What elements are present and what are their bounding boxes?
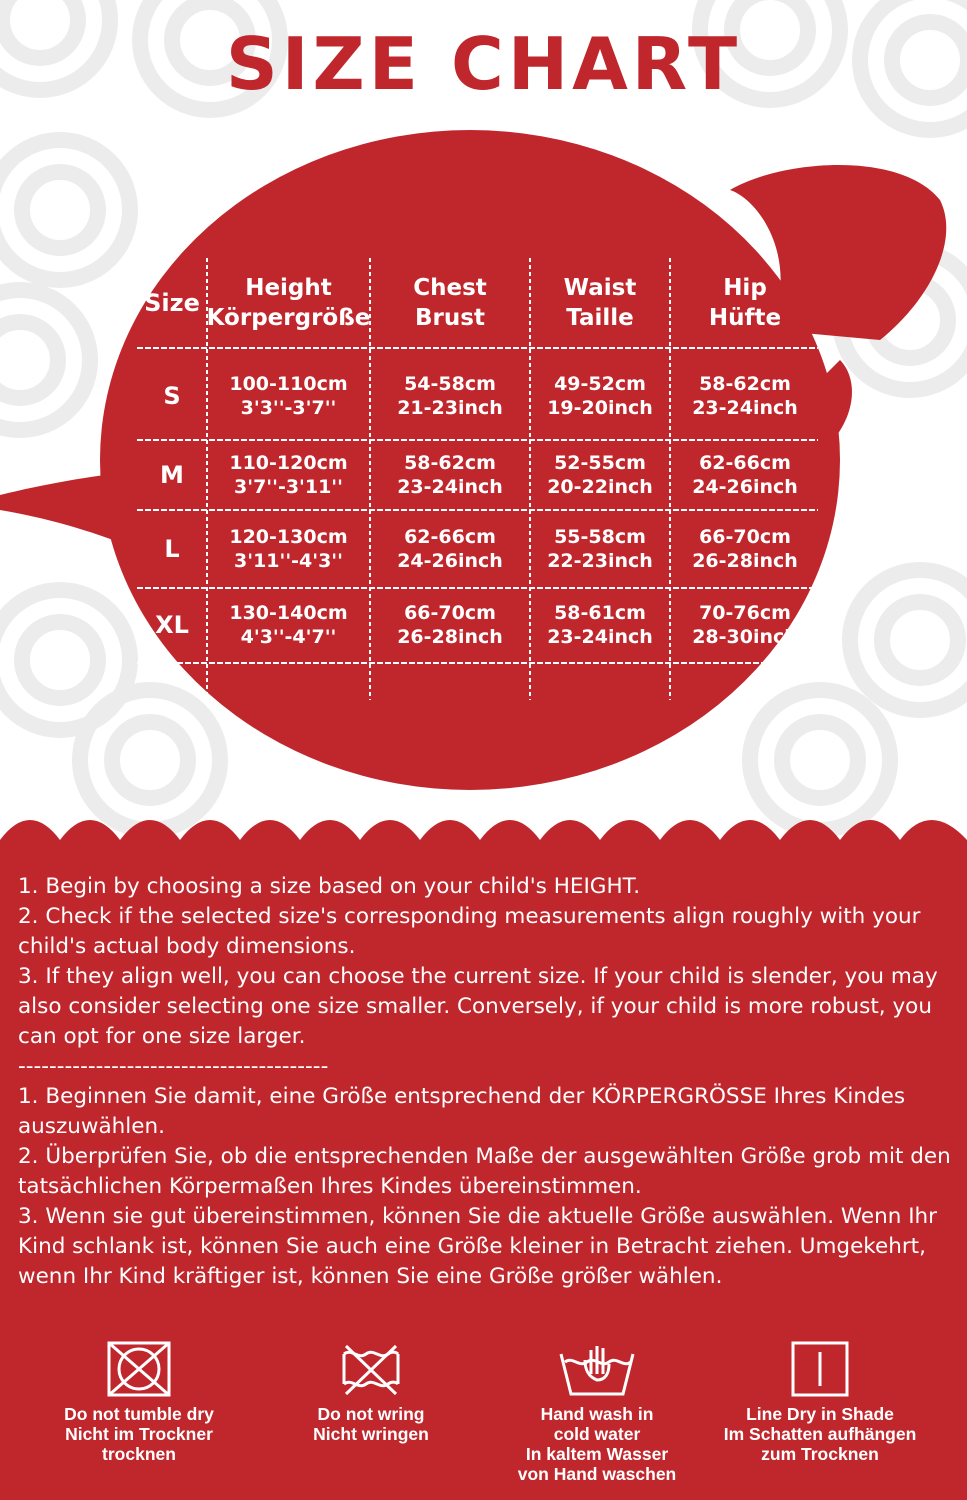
care-no-tumble-dry: Do not tumble dry Nicht im Trockner trocknen (24, 1340, 254, 1464)
line-dry-shade-icon (787, 1340, 853, 1398)
header-waist: Waist Taille (563, 275, 637, 331)
hip-cell: 66-70cm 26-28inch (692, 526, 798, 572)
height-cell: 110-120cm 3'7''-3'11'' (229, 452, 348, 498)
instruction-en-2: 2. Check if the selected size's corresponding measurements align roughly with your child's actual body dimensions. (18, 904, 921, 959)
waist-cell: 55-58cm 22-23inch (547, 526, 653, 572)
waist-cell: 49-52cm 19-20inch (547, 373, 653, 419)
height-cell: 130-140cm 4'3''-4'7'' (229, 602, 348, 648)
instruction-de-2: 2. Überprüfen Sie, ob die entsprechenden Maße der ausgewählten Größe grob mit den tatsächlichen Körpermaßen Ihres Kindes übereinstimmen. (18, 1144, 951, 1199)
chest-cell: 54-58cm 21-23inch (397, 373, 503, 419)
no-wring-icon (338, 1340, 404, 1398)
hip-cell: 58-62cm 23-24inch (692, 373, 798, 419)
waist-cell: 58-61cm 23-24inch (547, 602, 653, 648)
chest-cell: 58-62cm 23-24inch (397, 452, 503, 498)
instruction-en-3: 3. If they align well, you can choose the current size. If your child is slender, you may also consider selecting one size smaller. Conversely, if your child is more robust, you can opt for one size larger. (18, 964, 938, 1049)
header-size: Size (144, 289, 200, 317)
hand-wash-icon (557, 1340, 637, 1398)
divider: ---------------------------------------- (18, 1054, 329, 1079)
hip-cell: 70-76cm 28-30inch (692, 602, 798, 648)
header-height: Height Körpergröße (206, 275, 371, 331)
instruction-de-3: 3. Wenn sie gut übereinstimmen, können Sie die aktuelle Größe auswählen. Wenn Ihr Kind schlank ist, können Sie auch eine Größe kleiner in Betracht ziehen. Umgekehrt, wenn Ihr Kind kräftiger ist, können Sie eine Größe größer wählen. (18, 1204, 937, 1289)
instruction-en-1: 1. Begin by choosing a size based on your child's HEIGHT. (18, 874, 641, 899)
header-chest: Chest Brust (413, 275, 487, 331)
hip-cell: 62-66cm 24-26inch (692, 452, 798, 498)
waist-cell: 52-55cm 20-22inch (547, 452, 653, 498)
size-cell: L (164, 535, 180, 563)
chest-cell: 62-66cm 24-26inch (397, 526, 503, 572)
height-cell: 120-130cm 3'11''-4'3'' (229, 526, 348, 572)
care-hand-wash: Hand wash in cold water In kaltem Wasser von Hand waschen (482, 1340, 712, 1484)
instructions (18, 872, 958, 1292)
chest-cell: 66-70cm 26-28inch (397, 602, 503, 648)
instruction-de-1: 1. Beginnen Sie damit, eine Größe entsprechend der KÖRPERGRÖSSE Ihres Kindes auszuwählen. (18, 1084, 906, 1139)
height-cell: 100-110cm 3'3''-3'7'' (229, 373, 348, 419)
header-hip: Hip Hüfte (708, 275, 782, 331)
size-cell: M (160, 461, 184, 489)
care-no-wring: Do not wring Nicht wringen (256, 1340, 486, 1444)
care-line-dry-shade: Line Dry in Shade Im Schatten aufhängen zum Trocknen (705, 1340, 935, 1464)
page-title: SIZE CHART (225, 22, 742, 106)
no-tumble-dry-icon (106, 1340, 172, 1398)
size-cell: XL (155, 611, 189, 639)
size-cell: S (163, 382, 181, 410)
